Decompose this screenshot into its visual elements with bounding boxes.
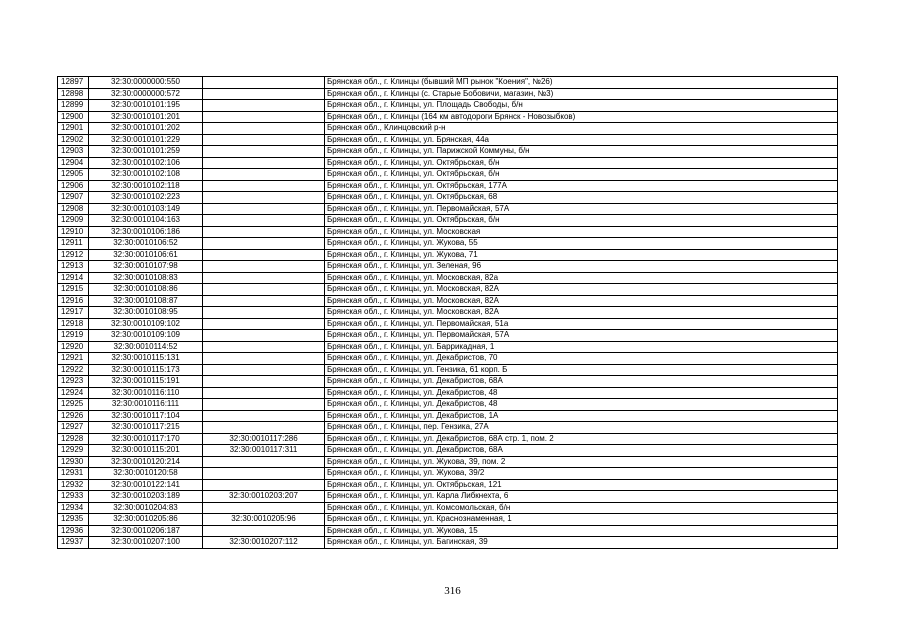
cadastral-number-cell: 32:30:0010103:149 <box>89 203 203 215</box>
address-cell: Брянская обл., г. Клинцы, ул. Зеленая, 96 <box>325 261 838 273</box>
row-number-cell: 12921 <box>58 353 89 365</box>
table-row <box>58 261 838 273</box>
cadastral-number-cell: 32:30:0010120:214 <box>89 456 203 468</box>
row-number-cell: 12927 <box>58 422 89 434</box>
linked-cadastral-number-cell <box>203 318 325 330</box>
address-cell: Брянская обл., г. Клинцы, ул. Октябрьская, б/н <box>325 157 838 169</box>
table-row <box>58 387 838 399</box>
cadastral-number-cell: 32:30:0010117:170 <box>89 433 203 445</box>
cadastral-number-cell: 32:30:0010203:189 <box>89 491 203 503</box>
page-number: 316 <box>444 585 461 597</box>
linked-cadastral-number-cell <box>203 295 325 307</box>
linked-cadastral-number-cell <box>203 203 325 215</box>
address-cell: Брянская обл., г. Клинцы, ул. Багинская, 39 <box>325 537 838 549</box>
linked-cadastral-number-cell <box>203 249 325 261</box>
cadastral-number-cell: 32:30:0010115:173 <box>89 364 203 376</box>
table-row <box>58 180 838 192</box>
row-number-cell: 12925 <box>58 399 89 411</box>
linked-cadastral-number-cell <box>203 226 325 238</box>
address-cell: Брянская обл., г. Клинцы, ул. Декабристов, 48 <box>325 387 838 399</box>
address-cell: Брянская обл., г. Клинцы, ул. Декабристов, 68А <box>325 445 838 457</box>
linked-cadastral-number-cell <box>203 238 325 250</box>
row-number-cell: 12923 <box>58 376 89 388</box>
table-row <box>58 525 838 537</box>
row-number-cell: 12934 <box>58 502 89 514</box>
linked-cadastral-number-cell <box>203 157 325 169</box>
address-cell: Брянская обл., г. Клинцы, ул. Октябрьская, б/н <box>325 169 838 181</box>
cadastral-number-cell: 32:30:0010115:201 <box>89 445 203 457</box>
linked-cadastral-number-cell <box>203 387 325 399</box>
cadastral-number-cell: 32:30:0010109:102 <box>89 318 203 330</box>
table-row <box>58 502 838 514</box>
cadastral-number-cell: 32:30:0010102:223 <box>89 192 203 204</box>
row-number-cell: 12915 <box>58 284 89 296</box>
cadastral-number-cell: 32:30:0010102:106 <box>89 157 203 169</box>
linked-cadastral-number-cell <box>203 307 325 319</box>
linked-cadastral-number-cell: 32:30:0010205:96 <box>203 514 325 526</box>
row-number-cell: 12909 <box>58 215 89 227</box>
cadastral-number-cell: 32:30:0010106:52 <box>89 238 203 250</box>
address-cell: Брянская обл., г. Клинцы, ул. Жукова, 55 <box>325 238 838 250</box>
cadastral-number-cell: 32:30:0010101:259 <box>89 146 203 158</box>
linked-cadastral-number-cell <box>203 146 325 158</box>
row-number-cell: 12920 <box>58 341 89 353</box>
address-cell: Брянская обл., г. Клинцы, ул. Жукова, 39, пом. 2 <box>325 456 838 468</box>
address-cell: Брянская обл., г. Клинцы, ул. Московская, 82А <box>325 307 838 319</box>
address-cell: Брянская обл., г. Клинцы, пер. Гензика, 27А <box>325 422 838 434</box>
table-row <box>58 226 838 238</box>
address-cell: Брянская обл., г. Клинцы, ул. Комсомольская, б/н <box>325 502 838 514</box>
linked-cadastral-number-cell: 32:30:0010117:311 <box>203 445 325 457</box>
cadastral-number-cell: 32:30:0010104:163 <box>89 215 203 227</box>
cadastral-number-cell: 32:30:0010108:83 <box>89 272 203 284</box>
address-cell: Брянская обл., г. Клинцы, ул. Московская, 82А <box>325 295 838 307</box>
linked-cadastral-number-cell <box>203 353 325 365</box>
table-row <box>58 353 838 365</box>
address-cell: Брянская обл., г. Клинцы, ул. Баррикадная, 1 <box>325 341 838 353</box>
address-cell: Брянская обл., г. Клинцы, ул. Жукова, 39/2 <box>325 468 838 480</box>
cadastral-number-cell: 32:30:0010101:229 <box>89 134 203 146</box>
address-cell: Брянская обл., г. Клинцы, ул. Гензика, 61 корп. Б <box>325 364 838 376</box>
table-row <box>58 376 838 388</box>
table-row <box>58 307 838 319</box>
cadastral-number-cell: 32:30:0000000:572 <box>89 88 203 100</box>
row-number-cell: 12907 <box>58 192 89 204</box>
address-cell: Брянская обл., г. Клинцы, ул. Московская, 82а <box>325 272 838 284</box>
linked-cadastral-number-cell <box>203 100 325 112</box>
address-cell: Брянская обл., г. Клинцы, ул. Декабристов, 48 <box>325 399 838 411</box>
cadastral-number-cell: 32:30:0010115:191 <box>89 376 203 388</box>
address-cell: Брянская обл., Клинцовский р-н <box>325 123 838 135</box>
row-number-cell: 12913 <box>58 261 89 273</box>
cadastral-number-cell: 32:30:0010101:202 <box>89 123 203 135</box>
address-cell: Брянская обл., г. Клинцы (с. Старые Бобовичи, магазин, №3) <box>325 88 838 100</box>
linked-cadastral-number-cell <box>203 215 325 227</box>
document-table-container <box>57 76 837 549</box>
table-row <box>58 433 838 445</box>
cadastral-number-cell: 32:30:0010114:52 <box>89 341 203 353</box>
row-number-cell: 12897 <box>58 77 89 89</box>
linked-cadastral-number-cell <box>203 134 325 146</box>
linked-cadastral-number-cell <box>203 261 325 273</box>
cadastral-number-cell: 32:30:0010102:118 <box>89 180 203 192</box>
address-cell: Брянская обл., г. Клинцы, ул. Брянская, 44а <box>325 134 838 146</box>
row-number-cell: 12908 <box>58 203 89 215</box>
cadastral-number-cell: 32:30:0010206:187 <box>89 525 203 537</box>
table-row <box>58 157 838 169</box>
linked-cadastral-number-cell <box>203 479 325 491</box>
linked-cadastral-number-cell <box>203 341 325 353</box>
linked-cadastral-number-cell <box>203 192 325 204</box>
row-number-cell: 12911 <box>58 238 89 250</box>
address-cell: Брянская обл., г. Клинцы, ул. Декабристов, 70 <box>325 353 838 365</box>
table-row <box>58 410 838 422</box>
row-number-cell: 12904 <box>58 157 89 169</box>
linked-cadastral-number-cell <box>203 169 325 181</box>
cadastral-number-cell: 32:30:0010101:195 <box>89 100 203 112</box>
address-cell: Брянская обл., г. Клинцы (164 км автодороги Брянск - Новозыбков) <box>325 111 838 123</box>
table-row <box>58 445 838 457</box>
cadastral-number-cell: 32:30:0010106:186 <box>89 226 203 238</box>
linked-cadastral-number-cell <box>203 456 325 468</box>
table-row <box>58 422 838 434</box>
cadastral-number-cell: 32:30:0010122:141 <box>89 479 203 491</box>
table-row <box>58 249 838 261</box>
row-number-cell: 12924 <box>58 387 89 399</box>
table-row <box>58 100 838 112</box>
row-number-cell: 12928 <box>58 433 89 445</box>
row-number-cell: 12903 <box>58 146 89 158</box>
row-number-cell: 12936 <box>58 525 89 537</box>
linked-cadastral-number-cell <box>203 111 325 123</box>
linked-cadastral-number-cell: 32:30:0010117:286 <box>203 433 325 445</box>
address-cell: Брянская обл., г. Клинцы, ул. Карла Либкнехта, 6 <box>325 491 838 503</box>
address-cell: Брянская обл., г. Клинцы, ул. Октябрьская, 121 <box>325 479 838 491</box>
address-cell: Брянская обл., г. Клинцы, ул. Декабристов, 1А <box>325 410 838 422</box>
address-cell: Брянская обл., г. Клинцы, ул. Жукова, 71 <box>325 249 838 261</box>
linked-cadastral-number-cell <box>203 180 325 192</box>
table-row <box>58 514 838 526</box>
table-row <box>58 111 838 123</box>
table-row <box>58 468 838 480</box>
row-number-cell: 12932 <box>58 479 89 491</box>
table-row <box>58 77 838 89</box>
table-row <box>58 364 838 376</box>
table-row <box>58 537 838 549</box>
linked-cadastral-number-cell <box>203 284 325 296</box>
row-number-cell: 12901 <box>58 123 89 135</box>
address-cell: Брянская обл., г. Клинцы, ул. Московская <box>325 226 838 238</box>
address-cell: Брянская обл., г. Клинцы, ул. Декабристов, 68А <box>325 376 838 388</box>
cadastral-number-cell: 32:30:0010205:86 <box>89 514 203 526</box>
table-row <box>58 295 838 307</box>
row-number-cell: 12912 <box>58 249 89 261</box>
row-number-cell: 12933 <box>58 491 89 503</box>
cadastral-number-cell: 32:30:0010108:86 <box>89 284 203 296</box>
table-row <box>58 169 838 181</box>
linked-cadastral-number-cell <box>203 376 325 388</box>
table-row <box>58 399 838 411</box>
cadastral-number-cell: 32:30:0010101:201 <box>89 111 203 123</box>
cadastral-number-cell: 32:30:0010115:131 <box>89 353 203 365</box>
address-cell: Брянская обл., г. Клинцы, ул. Московская, 82А <box>325 284 838 296</box>
cadastral-number-cell: 32:30:0010207:100 <box>89 537 203 549</box>
cadastral-number-cell: 32:30:0010117:104 <box>89 410 203 422</box>
linked-cadastral-number-cell <box>203 410 325 422</box>
address-cell: Брянская обл., г. Клинцы, ул. Первомайская, 51а <box>325 318 838 330</box>
cadastral-number-cell: 32:30:0010108:95 <box>89 307 203 319</box>
cadastral-number-cell: 32:30:0010107:98 <box>89 261 203 273</box>
address-cell: Брянская обл., г. Клинцы, ул. Октябрьская, б/н <box>325 215 838 227</box>
cadastral-number-cell: 32:30:0010116:110 <box>89 387 203 399</box>
table-row <box>58 341 838 353</box>
linked-cadastral-number-cell: 32:30:0010203:207 <box>203 491 325 503</box>
table-row <box>58 88 838 100</box>
row-number-cell: 12931 <box>58 468 89 480</box>
table-row <box>58 238 838 250</box>
table-row <box>58 203 838 215</box>
linked-cadastral-number-cell <box>203 88 325 100</box>
linked-cadastral-number-cell <box>203 422 325 434</box>
row-number-cell: 12902 <box>58 134 89 146</box>
address-cell: Брянская обл., г. Клинцы, ул. Октябрьская, 68 <box>325 192 838 204</box>
address-cell: Брянская обл., г. Клинцы, ул. Парижской Коммуны, б/н <box>325 146 838 158</box>
table-row <box>58 456 838 468</box>
row-number-cell: 12935 <box>58 514 89 526</box>
linked-cadastral-number-cell <box>203 502 325 514</box>
address-cell: Брянская обл., г. Клинцы, ул. Декабристов, 68А стр. 1, пом. 2 <box>325 433 838 445</box>
row-number-cell: 12898 <box>58 88 89 100</box>
address-cell: Брянская обл., г. Клинцы, ул. Площадь Свободы, б/н <box>325 100 838 112</box>
row-number-cell: 12929 <box>58 445 89 457</box>
table-row <box>58 215 838 227</box>
row-number-cell: 12918 <box>58 318 89 330</box>
table-row <box>58 479 838 491</box>
row-number-cell: 12919 <box>58 330 89 342</box>
cadastral-number-cell: 32:30:0010120:58 <box>89 468 203 480</box>
cadastral-number-cell: 32:30:0010109:109 <box>89 330 203 342</box>
table-row <box>58 123 838 135</box>
row-number-cell: 12905 <box>58 169 89 181</box>
row-number-cell: 12916 <box>58 295 89 307</box>
row-number-cell: 12917 <box>58 307 89 319</box>
row-number-cell: 12926 <box>58 410 89 422</box>
cadastral-number-cell: 32:30:0010117:215 <box>89 422 203 434</box>
linked-cadastral-number-cell: 32:30:0010207:112 <box>203 537 325 549</box>
table-row <box>58 330 838 342</box>
address-cell: Брянская обл., г. Клинцы, ул. Октябрьская, 177А <box>325 180 838 192</box>
row-number-cell: 12922 <box>58 364 89 376</box>
linked-cadastral-number-cell <box>203 330 325 342</box>
linked-cadastral-number-cell <box>203 364 325 376</box>
table-row <box>58 318 838 330</box>
cadastral-number-cell: 32:30:0010108:87 <box>89 295 203 307</box>
row-number-cell: 12930 <box>58 456 89 468</box>
table-row <box>58 491 838 503</box>
table-row <box>58 146 838 158</box>
table-row <box>58 284 838 296</box>
linked-cadastral-number-cell <box>203 272 325 284</box>
address-cell: Брянская обл., г. Клинцы, ул. Первомайская, 57А <box>325 330 838 342</box>
row-number-cell: 12906 <box>58 180 89 192</box>
linked-cadastral-number-cell <box>203 77 325 89</box>
linked-cadastral-number-cell <box>203 468 325 480</box>
row-number-cell: 12937 <box>58 537 89 549</box>
cadastral-number-cell: 32:30:0010204:83 <box>89 502 203 514</box>
cadastral-number-cell: 32:30:0010116:111 <box>89 399 203 411</box>
address-cell: Брянская обл., г. Клинцы, ул. Краснознаменная, 1 <box>325 514 838 526</box>
linked-cadastral-number-cell <box>203 399 325 411</box>
linked-cadastral-number-cell <box>203 525 325 537</box>
table-row <box>58 134 838 146</box>
row-number-cell: 12900 <box>58 111 89 123</box>
row-number-cell: 12899 <box>58 100 89 112</box>
linked-cadastral-number-cell <box>203 123 325 135</box>
row-number-cell: 12910 <box>58 226 89 238</box>
cadastral-table <box>57 76 838 549</box>
cadastral-number-cell: 32:30:0000000:550 <box>89 77 203 89</box>
cadastral-number-cell: 32:30:0010102:108 <box>89 169 203 181</box>
address-cell: Брянская обл., г. Клинцы, ул. Первомайская, 57А <box>325 203 838 215</box>
row-number-cell: 12914 <box>58 272 89 284</box>
address-cell: Брянская обл., г. Клинцы (бывший МП рынок "Коения", №26) <box>325 77 838 89</box>
table-row <box>58 272 838 284</box>
cadastral-number-cell: 32:30:0010106:61 <box>89 249 203 261</box>
table-body <box>58 77 838 549</box>
table-row <box>58 192 838 204</box>
address-cell: Брянская обл., г. Клинцы, ул. Жукова, 15 <box>325 525 838 537</box>
